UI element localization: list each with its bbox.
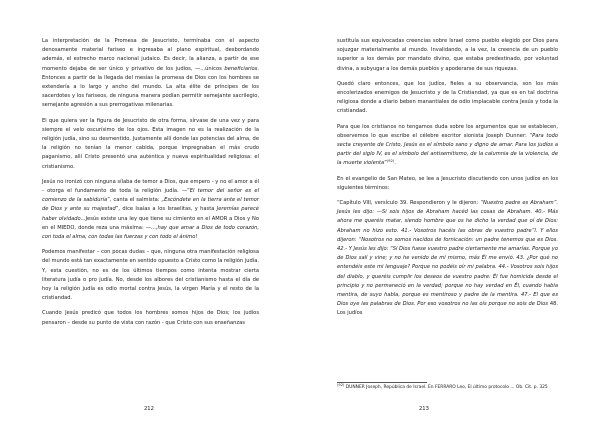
text-run: ! [195,234,198,241]
text-run: El que quiera ver la figura de Jesucristo de otra forma, sírvase de una vez y para siempre el velo oscurísimo de los ojos. Esta imagen no es la realización de la religión judía, sino su desmentido. Justamente allí donde las potencias del alma, de la religión no tenían la menor cabida, porque impregnaban el más crudo paganismo, allí Cristo presentó una auténtica y nueva espiritualidad religiosa: el cristianismo. [42,117,259,170]
italic-text: „Escóndete en la tierra ante el temor de Dios y ante su majestad [42,197,260,213]
page-number: 212 [144,406,154,412]
paragraph [42,117,259,172]
paragraph [42,309,259,327]
text-run: ”, canta el salmista: [107,197,162,204]
left-page-text [42,37,259,334]
paragraph [337,175,558,193]
footnote [337,385,558,391]
text-run: En el evangelio de San Mateo, se lee a Jesucristo discutiendo con unos judíos en los siguientes términos: [337,175,558,191]
text-run: ” [384,160,387,167]
italic-text: “Para todo secta creyente de Cristo, Jesús es el símbolo sano y digno de amar. Para los judíos a partir del siglo IV, es el símbolo del antisemitismo, de la calumnia de la violencia, de la muerte violenta [337,132,558,167]
paragraph [42,37,259,111]
text-run: ”, dice Isaías a los Israelitas, y hasta [115,206,217,213]
text-run: Podemos manifestar – con pocas dudas – que, ninguna otra manifestación religiosa del mundo está tan exactamente en sentido opuesto a Cristo como la religión judía. Y, esta cuestión, no es de los últimos tiempos como intenta mostrar cierta literatura judía o pro judía. No, desde los albores del cristianismo hasta el día de hoy la religión judía es odio mortal contra Jesús, la virgen María y el resto de la cristiandad. [42,249,259,302]
right-page-text [337,37,558,325]
text-run: DUNNER Joseph, República de Israel. En FERRARO Leo, El último protocolo ... Ob. Cit. p. 325 [344,385,548,390]
right-page [300,0,600,424]
footnote-reference: (92) [386,159,395,164]
footnote-reference: (92) [337,383,345,387]
paragraph [337,199,558,319]
italic-text: beneficiarios [224,65,258,72]
text-run: Cuando Jesús predicó que todos los hombres somos hijos de Dios; los judíos pensaron – desde su punto de vista con razón - que Cristo con sus enseñanzas [42,310,259,326]
italic-text: El temor del señor es el comienzo de la sabiduría [42,188,259,204]
text-run: Quedó claro entonces, que los judíos, fieles a su observancia, son los más encolerizados enemigos de Jesucristo y de la Cristiandad, ya que es en tal doctrina religiosa donde a diario beben manantiales de odio implacable contra Jesús y toda la cristiandad. [337,80,558,115]
paragraph [337,123,558,169]
text-run: La interpretación de la Promesa de Jesucristo, terminaba con el aspecto denosamente material fariseo e ingresaba al plano espiritual, desbordando además, el estrecho marco nacional judaico. Es decir, la alianza, a partir de ese momento dejaba de ser único y privativo de los judíos, —...únicos [42,38,259,72]
text-run: . [394,160,396,167]
text-run: Para que los cristianos no tengamos duda sobre los argumentos que se establecen, observemos lo que escribe el célebre escritor sionista Joseph Dunner: [337,123,558,139]
text-run: “Capítulo VIII, versículo 39. Respondieron y le dijeron: [337,200,481,207]
text-run: 48. Los judíos [337,301,558,317]
footnote-divider [337,382,427,383]
text-run: . Entonces a partir de la llegada del mesías la promesa de Dios con los hombres se extendería a lo largo y ancho del mundo. La alta élite de príncipes de los sacerdotes y los fariseos, de ninguna manera podían permitir semejante sacrilegio, semejante agresión a sus prerrogativas milenarias. [42,65,259,109]
paragraph [337,37,558,74]
text-run: Jesús no ironizó con ninguna sílaba de temor a Dios, que empero - y no el amor a él - otorga el fundamento de toda la religión judía. —“ [42,178,259,195]
italic-text: “Nuestro padre es Abraham”. Jesús les dijo: —Si sois hijos de Abraham hacéd las cosas de Abraham. 40.- Más ahora me queréis matar, siendo hombre que os he dicho la verdad que oí de Dios: Abraham no hizo esto. 41.- Vosotros hacéis las obras de vuestro padre”l. Y ellos dijeron: “Nosotros no somos nacidos de fornicación: un padre tenemos que es Dios. 42.- Y Jesús les dijo: “Si Dios fuese vuestro padre ciertamente me amarías. Porque yo de Dios salí y vine; y no he venido de mí mismo, más Él me envió. 43. ¿Por qué no entendéis este mi lenguaje? Porque no podéis oír mi palabra. 44.- Vosotros sois hijos del diablo, y queréis cumplir los deseos de vuestro padre: Él fue homicida desde el principio y no permaneció en la verdad; porque no hay verdad en Él, cuando habla mentira, de suyo habla, porque es mentiroso y padre de la mentira. 47.- El que es Dios oye las palabras de Dios. Por eso vosotros no las oís porque no sois de Dios [337,200,558,308]
paragraph [42,178,259,242]
paragraph [337,80,558,117]
text-run: sustituía sus equivocadas creencias sobre Israel como pueblo elegido por Dios para sojuzgar materialmente al mundo. Invalidando, a la vez, la creencia de un pueblo superior a los demás por mandato divino, que estaba predestinado, por voluntad divina, a subyugar a los demás pueblos y apoderarse de sus riquezas. [337,38,558,72]
text-run: ...Jesús existe una ley que tiene su cimiento en el AMOR a Dios y No en el MIEDO, donde reza una máxima: —..., [42,215,259,231]
italic-text: hay que amar a Dios de todo corazón, con toda el alma, con todas las fuerzas y con todo el ánimo [42,224,259,241]
paragraph [42,248,259,303]
page-number: 213 [419,406,429,412]
italic-text: Jeremías parecé haber olvidado [42,206,259,222]
